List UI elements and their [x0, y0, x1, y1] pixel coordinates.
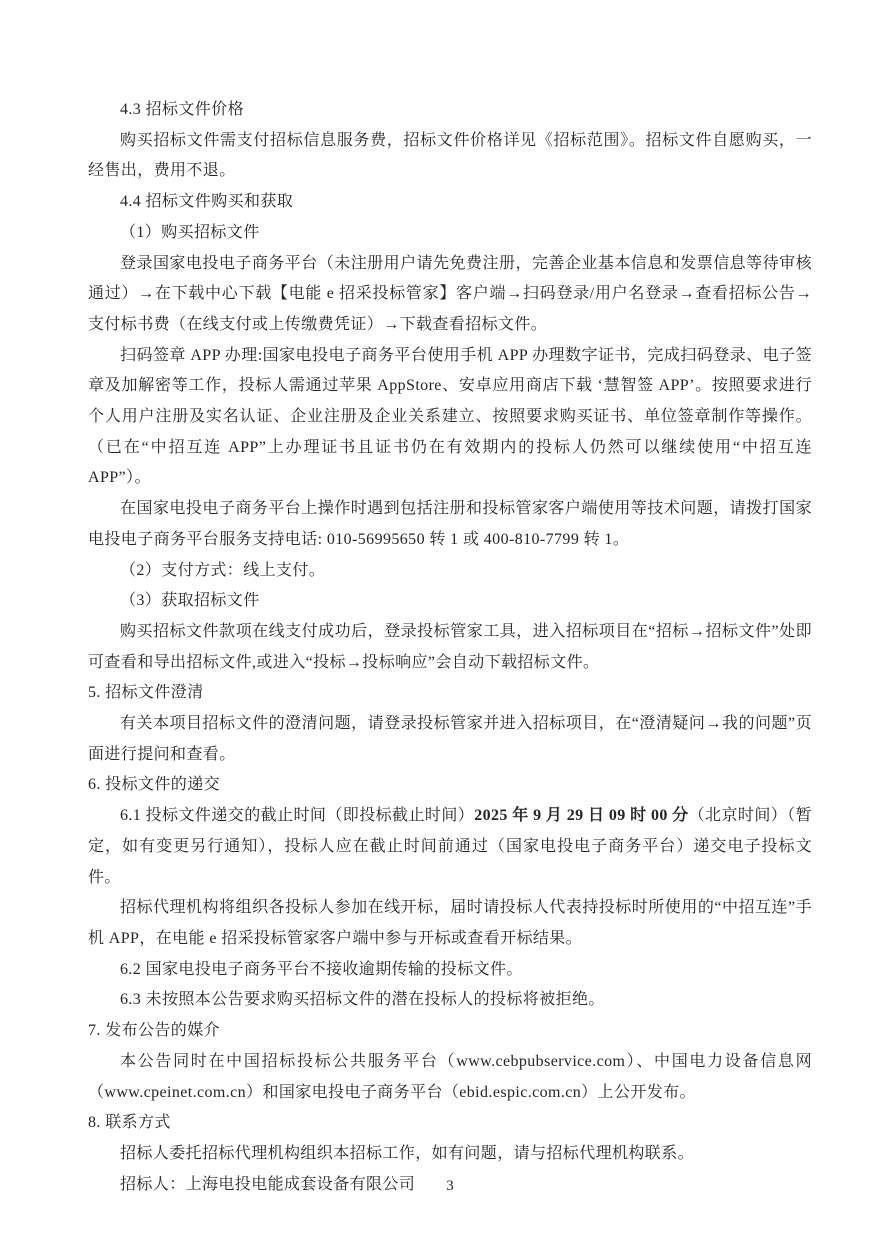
- para-online-bid-opening: 招标代理机构将组织各投标人参加在线开标，届时请投标人代表持投标时所使用的“中招互连”手机 APP，在电能 e 招采投标管家客户端中参与开标或查看开标结果。: [88, 899, 812, 947]
- para-item-1-purchase: （1）购买招标文件: [120, 223, 260, 241]
- para-support-hotline: 在国家电投电子商务平台上操作时遇到包括注册和投标管家客户端使用等技术问题，请拨打国家电投电子商务平台服务支持电话: 010-56995650 转 1 或 400-810-7799 转 1。: [88, 500, 812, 548]
- para-5-clarification-body: 有关本项目招标文件的澄清问题，请登录投标管家并进入招标项目，在“澄清疑问→我的问题”页面进行提问和查看。: [88, 715, 812, 763]
- para-6-1-deadline: [88, 801, 812, 893]
- heading-4-4-purchase-and-obtain: 4.4 招标文件购买和获取: [120, 193, 294, 211]
- para-item-2-payment-method: （2）支付方式：线上支付。: [120, 561, 326, 579]
- para-6-2-no-late-submission: 6.2 国家电投电子商务平台不接收逾期传输的投标文件。: [120, 960, 523, 978]
- heading-4-3-tender-doc-price: 4.3 招标文件价格: [120, 101, 245, 118]
- para-8-bidder-name: 招标人：上海电投电能成套设备有限公司: [120, 1175, 416, 1193]
- para-4-3-body: 购买招标文件需支付招标信息服务费，招标文件价格详见《招标范围》。招标文件自愿购买，一经售出，费用不退。: [88, 131, 812, 180]
- para-6-1-deadline-suffix: （北京时间）（暂定，如有变更另行通知），投标人应在截止时间前通过（国家电投电子商务平台）递交电子投标文件。: [88, 807, 813, 886]
- para-7-media-body: 本公告同时在中国招标投标公共服务平台（www.cebpubservice.com）、中国电力设备信息网（www.cpeinet.com.cn）和国家电投电子商务平台（ebid.espic.com.cn）上公开发布。: [88, 1052, 812, 1101]
- para-item-3-obtain-doc: （3）获取招标文件: [120, 592, 260, 610]
- para-6-1-deadline-prefix: 6.1 投标文件递交的截止时间（即投标截止时间）: [120, 807, 475, 825]
- page-number: 3: [446, 1178, 454, 1194]
- para-platform-login-steps: 登录国家电投电子商务平台（未注册用户请先免费注册，完善企业基本信息和发票信息等待审核通过）→在下载中心下载【电能 e 招采投标管家】客户端→扫码登录/用户名登录→查看招标公告→支付标书费（在线支付或上传缴费凭证）→下载查看招标文件。: [88, 254, 812, 333]
- para-8-contact-body: 招标人委托招标代理机构组织本招标工作，如有问题，请与招标代理机构联系。: [120, 1144, 695, 1162]
- heading-6-bid-submission: 6. 投标文件的递交: [88, 776, 221, 794]
- heading-7-announcement-media: 7. 发布公告的媒介: [88, 1022, 221, 1040]
- document-content: [88, 95, 812, 1200]
- para-6-3-rejection: 6.3 未按照本公告要求购买招标文件的潜在投标人的投标将被拒绝。: [120, 991, 605, 1009]
- bid-deadline-datetime: 2025 年 9 月 29 日 09 时 00 分: [474, 807, 689, 825]
- heading-8-contact: 8. 联系方式: [88, 1114, 171, 1132]
- para-signature-app-instructions: 扫码签章 APP 办理:国家电投电子商务平台使用手机 APP 办理数字证书，完成扫码登录、电子签章及加解密等工作，投标人需通过苹果 AppStore、安卓应用商店下载 ‘慧智签 APP’。按照要求进行个人用户注册及实名认证、企业注册及企业关系建立、按照要求购买证书、单位签章制作等操作。（已在“中招互连 APP”上办理证书且证书仍在有效期内的投标人仍然可以继续使用“中招互连 APP”）。: [88, 346, 812, 487]
- para-obtain-after-payment: 购买招标文件款项在线支付成功后，登录投标管家工具，进入招标项目在“招标→招标文件”处即可查看和导出招标文件,或进入“投标→投标响应”会自动下载招标文件。: [88, 622, 812, 671]
- heading-5-clarification: 5. 招标文件澄清: [88, 684, 204, 702]
